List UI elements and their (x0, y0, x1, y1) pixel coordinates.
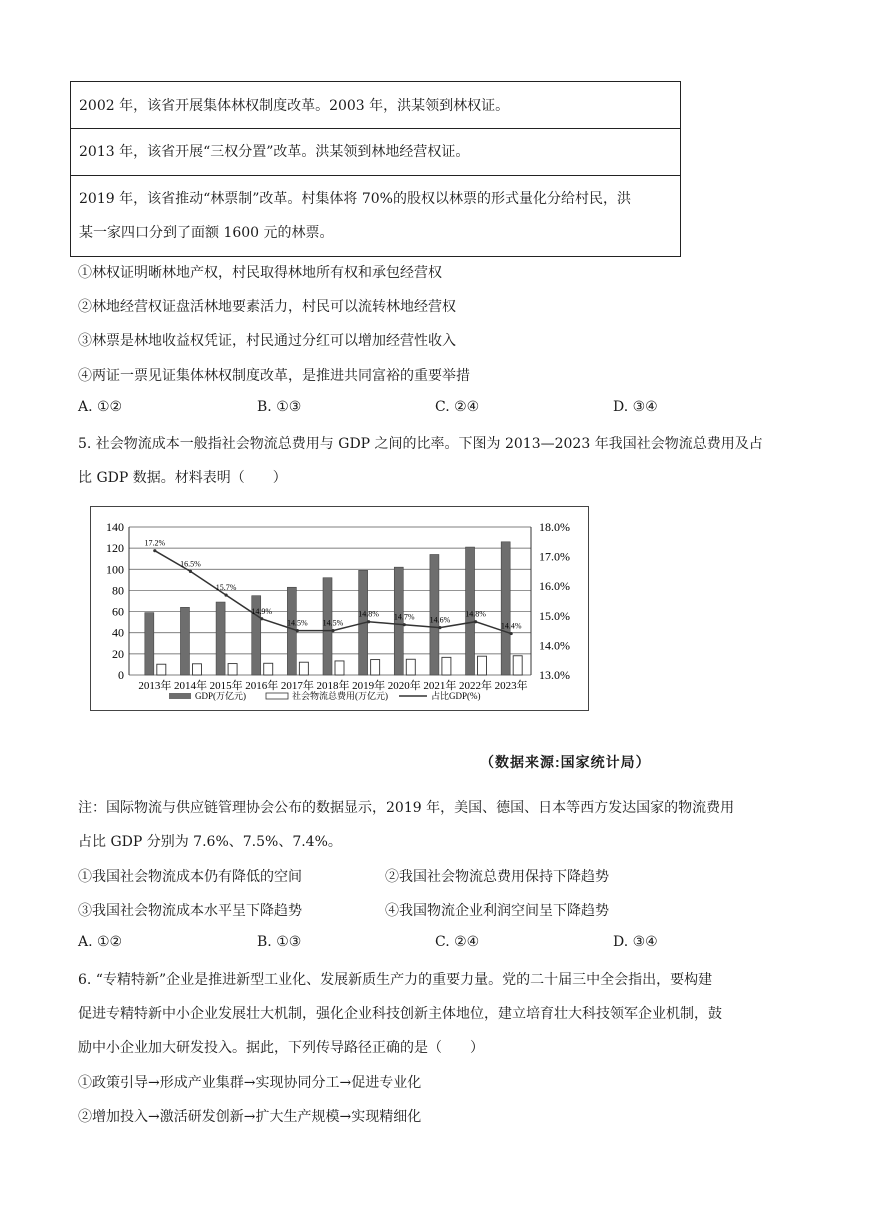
data-label: 14.8% (465, 609, 486, 619)
logistics-cost-bar (406, 659, 415, 675)
q5-statement-2: ②我国社会物流总费用保持下降趋势 (385, 869, 609, 885)
gdp-bar (287, 587, 296, 675)
q4-statement-4: ④两证一票见证集体林权制度改革，是推进共同富裕的重要举措 (78, 368, 470, 384)
reform-table (70, 81, 681, 257)
x-axis-tick-label: 2020年 (387, 680, 421, 692)
logistics-chart (91, 507, 588, 710)
x-axis-tick-label: 2018年 (316, 680, 350, 692)
logistics-cost-bar (513, 656, 522, 675)
gdp-ratio-point (438, 626, 441, 629)
q4-option-c[interactable]: C. ②④ (435, 399, 480, 415)
data-label: 14.6% (429, 615, 451, 625)
q6-stem-line-1: 6. “专精特新”企业是推进新型工业化、发展新质生产力的重要力量。党的二十届三中全会指出，要构建 (78, 972, 713, 988)
gdp-ratio-point (367, 620, 370, 623)
data-label: 14.5% (322, 618, 344, 628)
logistics-cost-bar (192, 664, 201, 675)
data-label: 14.4% (500, 621, 522, 631)
legend-cost-label: 社会物流总费用(万亿元) (292, 691, 388, 701)
gdp-ratio-point (260, 617, 263, 620)
left-axis-tick-label: 60 (112, 604, 124, 619)
data-label: 14.7% (393, 612, 415, 622)
legend-gdp-label: GDP(万亿元) (195, 691, 246, 701)
logistics-cost-bar (157, 664, 166, 675)
q6-statement-2: ②增加投入→激活研发创新→扩大生产规模→实现精细化 (78, 1109, 422, 1125)
q5-option-d[interactable]: D. ③④ (613, 934, 658, 950)
q4-option-b[interactable]: B. ①③ (257, 399, 302, 415)
right-axis-tick-label: 16.0% (539, 579, 570, 594)
logistics-cost-bar (442, 657, 451, 675)
q5-option-a[interactable]: A. ①② (78, 934, 123, 950)
gdp-ratio-point (474, 620, 477, 623)
legend-cost-swatch (266, 693, 288, 699)
x-axis-tick-label: 2023年 (494, 680, 528, 692)
left-axis-tick-label: 40 (112, 625, 124, 640)
left-axis-tick-label: 20 (112, 646, 124, 661)
left-axis-tick-label: 0 (118, 668, 124, 682)
x-axis-tick-label: 2019年 (352, 680, 386, 692)
gdp-ratio-point (189, 570, 192, 573)
right-axis-tick-label: 18.0% (539, 520, 570, 534)
legend-gdp-swatch (169, 693, 191, 699)
gdp-bar (145, 613, 154, 675)
gdp-ratio-point (510, 632, 513, 635)
q5-stem-line-1: 5. 社会物流成本一般指社会物流总费用与 GDP 之间的比率。下图为 2013—2023 年我国社会物流总费用及占 (78, 436, 763, 452)
x-axis-tick-label: 2017年 (280, 680, 314, 692)
table-row: 2013 年，该省开展“三权分置”改革。洪某领到林地经营权证。 (71, 129, 680, 176)
logistics-cost-bar (228, 664, 237, 675)
gdp-ratio-point (403, 623, 406, 626)
gdp-bar (216, 602, 225, 675)
legend-ratio-label: 占比GDP(%) (431, 691, 481, 701)
logistics-cost-bar (299, 662, 308, 675)
x-axis-tick-label: 2013年 (138, 680, 172, 692)
q6-statement-1: ①政策引导→形成产业集群→实现协同分工→促进专业化 (78, 1075, 422, 1091)
q4-option-d[interactable]: D. ③④ (613, 399, 658, 415)
left-axis-tick-label: 120 (106, 541, 124, 556)
gdp-bar (180, 607, 189, 675)
q5-statement-1: ①我国社会物流成本仍有降低的空间 (78, 869, 302, 885)
q4-statement-2: ②林地经营权证盘活林地要素活力，村民可以流转林地经营权 (78, 299, 456, 315)
data-label: 15.7% (215, 583, 237, 593)
q5-option-b[interactable]: B. ①③ (257, 934, 302, 950)
logistics-cost-bar (371, 660, 380, 675)
q5-option-c[interactable]: C. ②④ (435, 934, 480, 950)
logistics-cost-bar (335, 661, 344, 675)
q5-note-line-1: 注：国际物流与供应链管理协会公布的数据显示，2019 年，美国、德国、日本等西方发达国家的物流费用 (78, 800, 735, 816)
q5-statement-3: ③我国社会物流成本水平呈下降趋势 (78, 903, 302, 919)
left-axis-tick-label: 140 (106, 520, 124, 534)
left-axis-tick-label: 100 (106, 562, 124, 577)
data-label: 14.8% (358, 609, 379, 619)
q4-option-a[interactable]: A. ①② (78, 399, 123, 415)
q4-statement-3: ③林票是林地收益权凭证，村民通过分红可以增加经营性收入 (78, 333, 456, 349)
gdp-ratio-point (296, 629, 299, 632)
right-axis-tick-label: 14.0% (539, 638, 570, 653)
q4-statement-1: ①林权证明晰林地产权，村民取得林地所有权和承包经营权 (78, 265, 442, 281)
table-row: 2019 年，该省推动“林票制”改革。村集体将 70%的股权以林票的形式量化分给村民，洪 某一家四口分到了面额 1600 元的林票。 (79, 191, 631, 241)
x-axis-tick-label: 2015年 (209, 680, 243, 692)
left-axis-tick-label: 80 (112, 583, 124, 598)
gdp-ratio-point (331, 629, 334, 632)
x-axis-tick-label: 2016年 (245, 680, 279, 692)
q5-stem-line-2: 比 GDP 数据。材料表明（ ） (78, 470, 287, 486)
q6-stem-line-3: 励中小企业加大研发投入。据此，下列传导路径正确的是（ ） (78, 1040, 484, 1056)
data-label: 14.9% (251, 606, 273, 616)
data-source: （数据来源:国家统计局） (480, 754, 651, 770)
gdp-ratio-point (153, 549, 156, 552)
data-label: 17.2% (144, 538, 166, 548)
x-axis-tick-label: 2021年 (423, 680, 457, 692)
data-label: 16.5% (180, 559, 201, 569)
table-row: 2002 年，该省开展集体林权制度改革。2003 年，洪某领到林权证。 (71, 82, 680, 129)
logistics-cost-bar (478, 656, 487, 675)
x-axis-tick-label: 2014年 (173, 680, 207, 692)
right-axis-tick-label: 17.0% (539, 549, 570, 564)
gdp-ratio-point (224, 593, 227, 596)
data-label: 14.5% (287, 618, 308, 628)
gdp-bar (501, 542, 510, 675)
right-axis-tick-label: 15.0% (539, 608, 570, 623)
x-axis-tick-label: 2022年 (459, 680, 493, 692)
logistics-chart-frame (90, 506, 589, 711)
q5-note-line-2: 占比 GDP 分别为 7.6%、7.5%、7.4%。 (78, 834, 342, 850)
q5-statement-4: ④我国物流企业利润空间呈下降趋势 (385, 903, 609, 919)
right-axis-tick-label: 13.0% (539, 668, 570, 682)
q6-stem-line-2: 促进专精特新中小企业发展壮大机制，强化企业科技创新主体地位，建立培育壮大科技领军企业机制，鼓 (78, 1006, 722, 1022)
logistics-cost-bar (264, 663, 273, 675)
